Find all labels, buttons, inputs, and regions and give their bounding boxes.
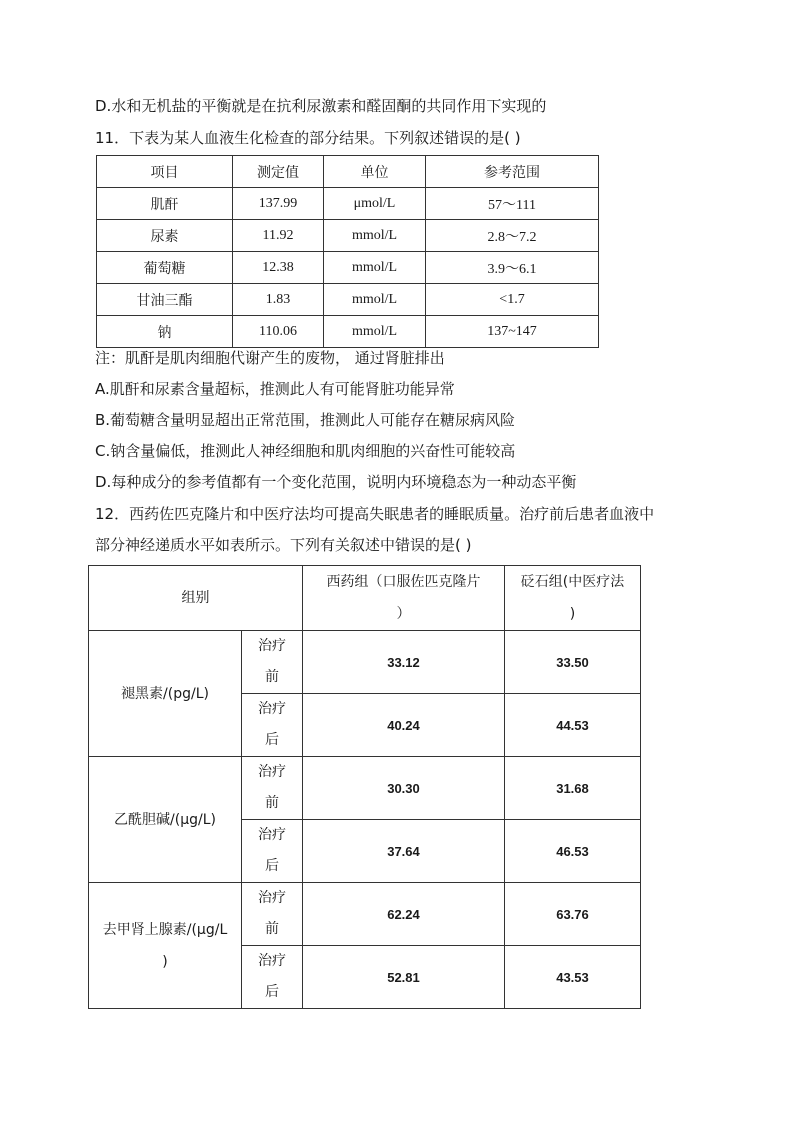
value-cell: 46.53: [505, 820, 641, 883]
value-cell: 1.83: [233, 284, 324, 316]
value-cell: 31.68: [505, 757, 641, 820]
phase-line1: 治疗: [258, 890, 286, 906]
range-cell: 57～111: [426, 188, 599, 220]
q12-stem-line2: 部分神经递质水平如表所示。下列有关叙述中错误的是( ): [95, 536, 472, 554]
q10-option-d: D.水和无机盐的平衡就是在抗利尿激素和醛固酮的共同作用下实现的: [95, 97, 547, 115]
value-cell: 63.76: [505, 883, 641, 946]
header-group: 组别: [89, 566, 303, 631]
row-label-line1: 褪黑素/(pg/L): [121, 685, 209, 702]
phase-line1: 治疗: [258, 701, 286, 717]
value-cell: 30.30: [303, 757, 505, 820]
item-cell: 甘油三酯: [97, 284, 233, 316]
table-row: [97, 252, 599, 284]
phase-after: [242, 694, 303, 757]
phase-before: [242, 631, 303, 694]
table-row: [97, 188, 599, 220]
phase-line2: 后: [265, 984, 279, 1000]
phase-before: [242, 883, 303, 946]
header-western-line2: ）: [396, 606, 411, 622]
item-cell: 钠: [97, 316, 233, 348]
value-cell: 137.99: [233, 188, 324, 220]
q11-option-a: A.肌酐和尿素含量超标，推测此人有可能肾脏功能异常: [95, 380, 455, 398]
q11-stem: 11．下表为某人血液生化检查的部分结果。下列叙述错误的是( ): [95, 129, 521, 147]
blood-test-table: [96, 155, 599, 348]
value-cell: 110.06: [233, 316, 324, 348]
value-cell: 37.64: [303, 820, 505, 883]
phase-line1: 治疗: [258, 827, 286, 843]
unit-cell: μmol/L: [324, 188, 426, 220]
table-header-row: [89, 566, 641, 631]
header-western-medicine: [303, 566, 505, 631]
value-cell: 52.81: [303, 946, 505, 1009]
row-label-acetylcholine: [89, 757, 242, 883]
q12-stem-line1: 12．西药佐匹克隆片和中医疗法均可提高失眠患者的睡眠质量。治疗前后患者血液中: [95, 505, 655, 523]
range-cell: 137~147: [426, 316, 599, 348]
unit-cell: mmol/L: [324, 220, 426, 252]
table-row: [97, 284, 599, 316]
item-cell: 肌酐: [97, 188, 233, 220]
phase-before: [242, 757, 303, 820]
q11-option-b: B.葡萄糖含量明显超出正常范围，推测此人可能存在糖尿病风险: [95, 411, 516, 429]
row-label-norepinephrine: [89, 883, 242, 1009]
table-header-row: [97, 156, 599, 188]
table-row: [89, 883, 641, 946]
header-unit: 单位: [324, 156, 426, 188]
row-label-melatonin: [89, 631, 242, 757]
table-row: [89, 631, 641, 694]
value-cell: 43.53: [505, 946, 641, 1009]
phase-line2: 前: [265, 669, 279, 685]
phase-after: [242, 820, 303, 883]
table-row: [89, 757, 641, 820]
range-cell: 3.9～6.1: [426, 252, 599, 284]
header-western-line1: 西药组（口服佐匹克隆片: [326, 574, 481, 590]
table-row: [97, 316, 599, 348]
item-cell: 葡萄糖: [97, 252, 233, 284]
phase-after: [242, 946, 303, 1009]
range-cell: 2.8～7.2: [426, 220, 599, 252]
phase-line2: 前: [265, 921, 279, 937]
phase-line2: 后: [265, 858, 279, 874]
value-cell: 12.38: [233, 252, 324, 284]
phase-line1: 治疗: [258, 638, 286, 654]
unit-cell: mmol/L: [324, 252, 426, 284]
value-cell: 33.12: [303, 631, 505, 694]
value-cell: 40.24: [303, 694, 505, 757]
header-chinese-line2: ): [569, 606, 576, 622]
value-cell: 44.53: [505, 694, 641, 757]
value-cell: 11.92: [233, 220, 324, 252]
row-label-line1: 去甲肾上腺素/(μg/L: [102, 921, 228, 938]
unit-cell: mmol/L: [324, 316, 426, 348]
row-label-line2: ): [162, 953, 168, 970]
q11-option-d: D.每种成分的参考值都有一个变化范围，说明内环境稳态为一种动态平衡: [95, 473, 577, 491]
table-note: 注：肌酐是肌肉细胞代谢产生的废物， 通过肾脏排出: [95, 349, 445, 367]
row-label-line1: 乙酰胆碱/(μg/L): [114, 811, 216, 828]
header-measured: 测定值: [233, 156, 324, 188]
header-reference: 参考范围: [426, 156, 599, 188]
q11-option-c: C.钠含量偏低，推测此人神经细胞和肌肉细胞的兴奋性可能较高: [95, 442, 516, 460]
header-chinese-line1: 砭石组(中医疗法: [520, 574, 625, 590]
header-chinese-medicine: [505, 566, 641, 631]
value-cell: 62.24: [303, 883, 505, 946]
value-cell: 33.50: [505, 631, 641, 694]
phase-line2: 前: [265, 795, 279, 811]
table-row: [97, 220, 599, 252]
phase-line1: 治疗: [258, 953, 286, 969]
header-item: 项目: [97, 156, 233, 188]
range-cell: <1.7: [426, 284, 599, 316]
phase-line2: 后: [265, 732, 279, 748]
item-cell: 尿素: [97, 220, 233, 252]
unit-cell: mmol/L: [324, 284, 426, 316]
phase-line1: 治疗: [258, 764, 286, 780]
neurotransmitter-table: [88, 565, 641, 1009]
